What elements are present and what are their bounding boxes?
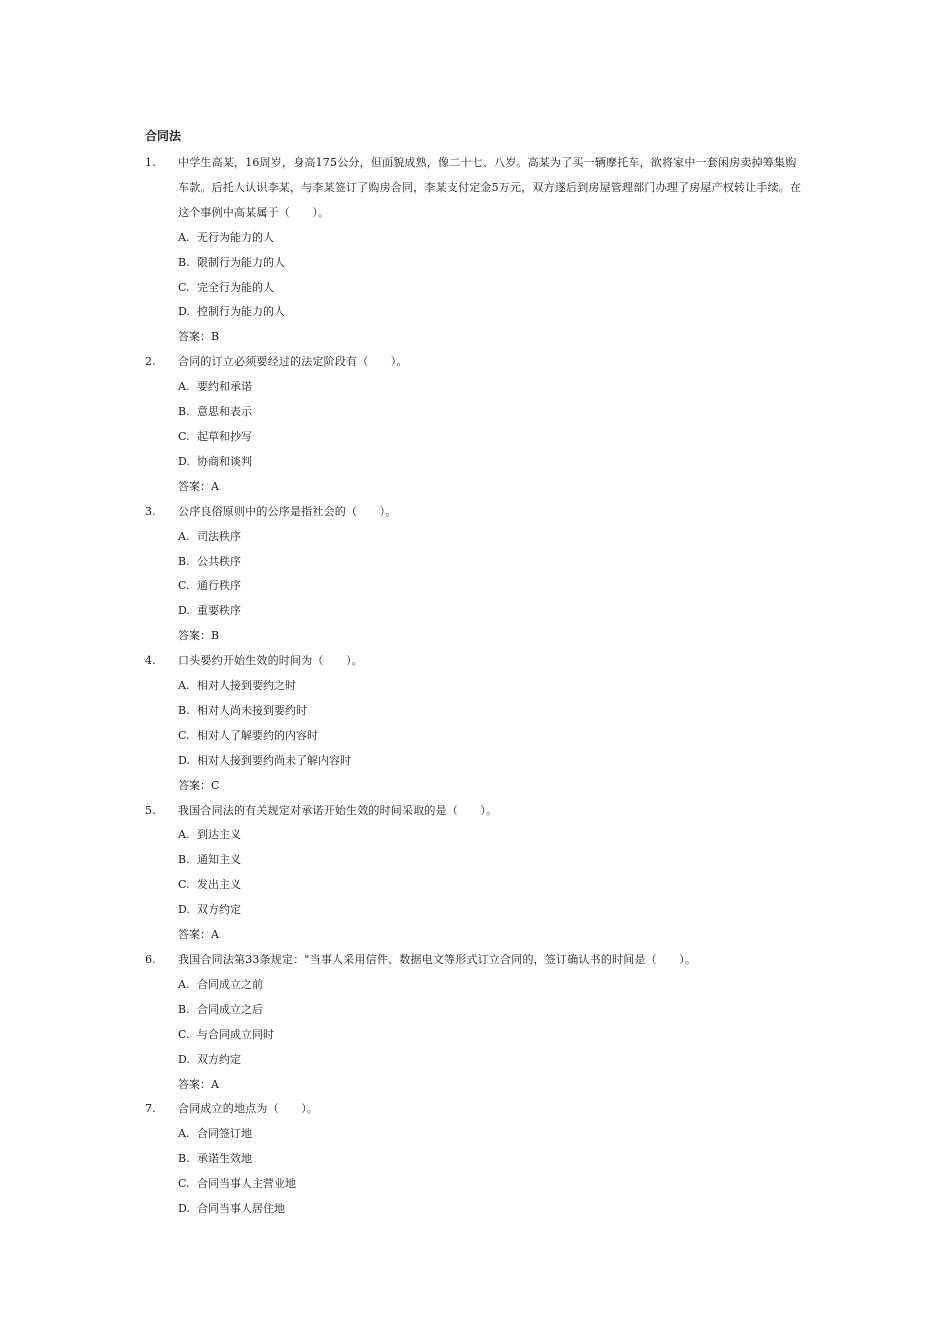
option-text: 相对人接到要约尚未了解内容时	[197, 753, 351, 767]
option-letter: A.	[178, 828, 190, 842]
answer-option	[145, 1172, 805, 1197]
answer-option	[145, 550, 805, 575]
answer-option	[145, 848, 805, 873]
question-text: 公序良俗原则中的公序是指社会的（ ）。	[178, 504, 397, 518]
answer-option	[145, 674, 805, 699]
option-letter: A.	[178, 1127, 190, 1141]
answer-option	[145, 450, 805, 475]
answer-option	[145, 1147, 805, 1172]
question-number: 7.	[145, 1102, 156, 1116]
answer-option	[145, 1197, 805, 1222]
answer-option	[145, 300, 805, 325]
option-text: 合同当事人主营业地	[197, 1177, 296, 1191]
option-letter: A.	[178, 679, 190, 693]
option-letter: B.	[178, 405, 190, 419]
answer-option	[145, 400, 805, 425]
answer-key: 答案：C	[178, 778, 220, 792]
option-letter: B.	[178, 554, 190, 568]
question-stem	[145, 350, 805, 375]
question-text: 合同成立的地点为（ ）。	[178, 1102, 319, 1116]
question-stem	[145, 649, 805, 674]
option-letter: D.	[178, 1052, 190, 1066]
option-text: 通知主义	[197, 853, 241, 867]
answer-option	[145, 1122, 805, 1147]
answer-key: 答案：B	[178, 629, 220, 643]
option-text: 限制行为能力的人	[197, 255, 285, 269]
answer-option	[145, 998, 805, 1023]
question-number: 3.	[145, 504, 156, 518]
option-text: 相对人尚未接到要约时	[197, 703, 307, 717]
option-text: 要约和承诺	[197, 380, 252, 394]
option-letter: B.	[178, 1152, 190, 1166]
question-stem	[145, 799, 805, 824]
document-title: 合同法	[145, 129, 182, 143]
option-text: 重要秩序	[197, 604, 241, 618]
option-letter: D.	[178, 1202, 190, 1216]
option-text: 合同成立之前	[197, 977, 263, 991]
option-letter: C.	[178, 728, 190, 742]
answer-option	[145, 226, 805, 251]
option-text: 合同签订地	[197, 1127, 252, 1141]
answer-option	[145, 749, 805, 774]
question-number: 4.	[145, 654, 156, 668]
answer-option	[145, 375, 805, 400]
question-text: 口头要约开始生效的时间为（ ）。	[178, 654, 363, 668]
option-text: 发出主义	[197, 878, 241, 892]
option-text: 协商和谈判	[197, 454, 252, 468]
option-text: 控制行为能力的人	[197, 305, 285, 319]
question-number: 2.	[145, 355, 156, 369]
option-text: 通行秩序	[197, 579, 241, 593]
option-letter: A.	[178, 529, 190, 543]
answer-option	[145, 699, 805, 724]
question-text: 中学生高某，16周岁，身高175公分，但面貌成熟，像二十七、八岁。高某为了买一辆摩托车，欲将家中一套闲房卖掉筹集购车款。后托人认识李某，与李某签订了购房合同，李某支付定金5万元，双方遂后到房屋管理部门办理了房屋产权转让手续。在这个事例中高某属于（ ）。	[178, 156, 802, 219]
option-letter: C.	[178, 429, 190, 443]
question-item	[145, 1097, 805, 1222]
question-list	[145, 151, 805, 1222]
option-text: 意思和表示	[197, 405, 252, 419]
option-letter: C.	[178, 1177, 190, 1191]
question-text: 我国合同法的有关规定对承诺开始生效的时间采取的是（ ）。	[178, 803, 498, 817]
answer-key: 答案：A	[178, 928, 219, 942]
option-letter: D.	[178, 454, 190, 468]
option-text: 承诺生效地	[197, 1152, 252, 1166]
option-text: 双方约定	[197, 903, 241, 917]
answer-key: 答案：B	[178, 330, 220, 344]
option-letter: A.	[178, 977, 190, 991]
option-text: 公共秩序	[197, 554, 241, 568]
option-text: 到达主义	[197, 828, 241, 842]
option-letter: D.	[178, 903, 190, 917]
option-text: 无行为能力的人	[197, 230, 274, 244]
question-item	[145, 151, 805, 350]
answer-option	[145, 574, 805, 599]
answer-option	[145, 1023, 805, 1048]
option-text: 完全行为能的人	[197, 280, 274, 294]
option-letter: B.	[178, 703, 190, 717]
option-text: 起草和抄写	[197, 429, 252, 443]
option-letter: A.	[178, 380, 190, 394]
question-stem	[145, 500, 805, 525]
option-text: 双方约定	[197, 1052, 241, 1066]
answer-key: 答案：A	[178, 1077, 219, 1091]
option-letter: B.	[178, 1002, 190, 1016]
answer-option	[145, 724, 805, 749]
option-letter: C.	[178, 280, 190, 294]
answer-option	[145, 898, 805, 923]
answer-option	[145, 1048, 805, 1073]
question-stem	[145, 151, 805, 226]
option-letter: B.	[178, 255, 190, 269]
option-letter: C.	[178, 878, 190, 892]
answer-option	[145, 973, 805, 998]
answer-key: 答案：A	[178, 479, 219, 493]
question-text: 合同的订立必须要经过的法定阶段有（ ）。	[178, 355, 408, 369]
question-number: 1.	[145, 156, 156, 169]
option-letter: A.	[178, 230, 190, 244]
option-letter: B.	[178, 853, 190, 867]
question-number: 5.	[145, 803, 156, 817]
option-text: 合同当事人居住地	[197, 1202, 285, 1216]
option-letter: C.	[178, 1027, 190, 1041]
option-text: 司法秩序	[197, 529, 241, 543]
question-item	[145, 948, 805, 1097]
question-stem	[145, 948, 805, 973]
question-item	[145, 799, 805, 948]
question-text: 我国合同法第33条规定："当事人采用信件、数据电文等形式订立合同的，签订确认书的时间是（ ）。	[178, 953, 697, 966]
answer-option	[145, 599, 805, 624]
answer-option	[145, 251, 805, 276]
answer-option	[145, 276, 805, 301]
option-letter: D.	[178, 604, 190, 618]
option-letter: D.	[178, 305, 190, 319]
option-letter: D.	[178, 753, 190, 767]
option-letter: C.	[178, 579, 190, 593]
question-number: 6.	[145, 953, 156, 966]
answer-option	[145, 873, 805, 898]
question-stem	[145, 1097, 805, 1122]
option-text: 相对人了解要约的内容时	[197, 728, 318, 742]
option-text: 与合同成立同时	[197, 1027, 274, 1041]
option-text: 相对人接到要约之时	[197, 679, 296, 693]
question-item	[145, 649, 805, 798]
answer-option	[145, 525, 805, 550]
option-text: 合同成立之后	[197, 1002, 263, 1016]
question-item	[145, 350, 805, 499]
question-item	[145, 500, 805, 649]
answer-option	[145, 823, 805, 848]
answer-option	[145, 425, 805, 450]
